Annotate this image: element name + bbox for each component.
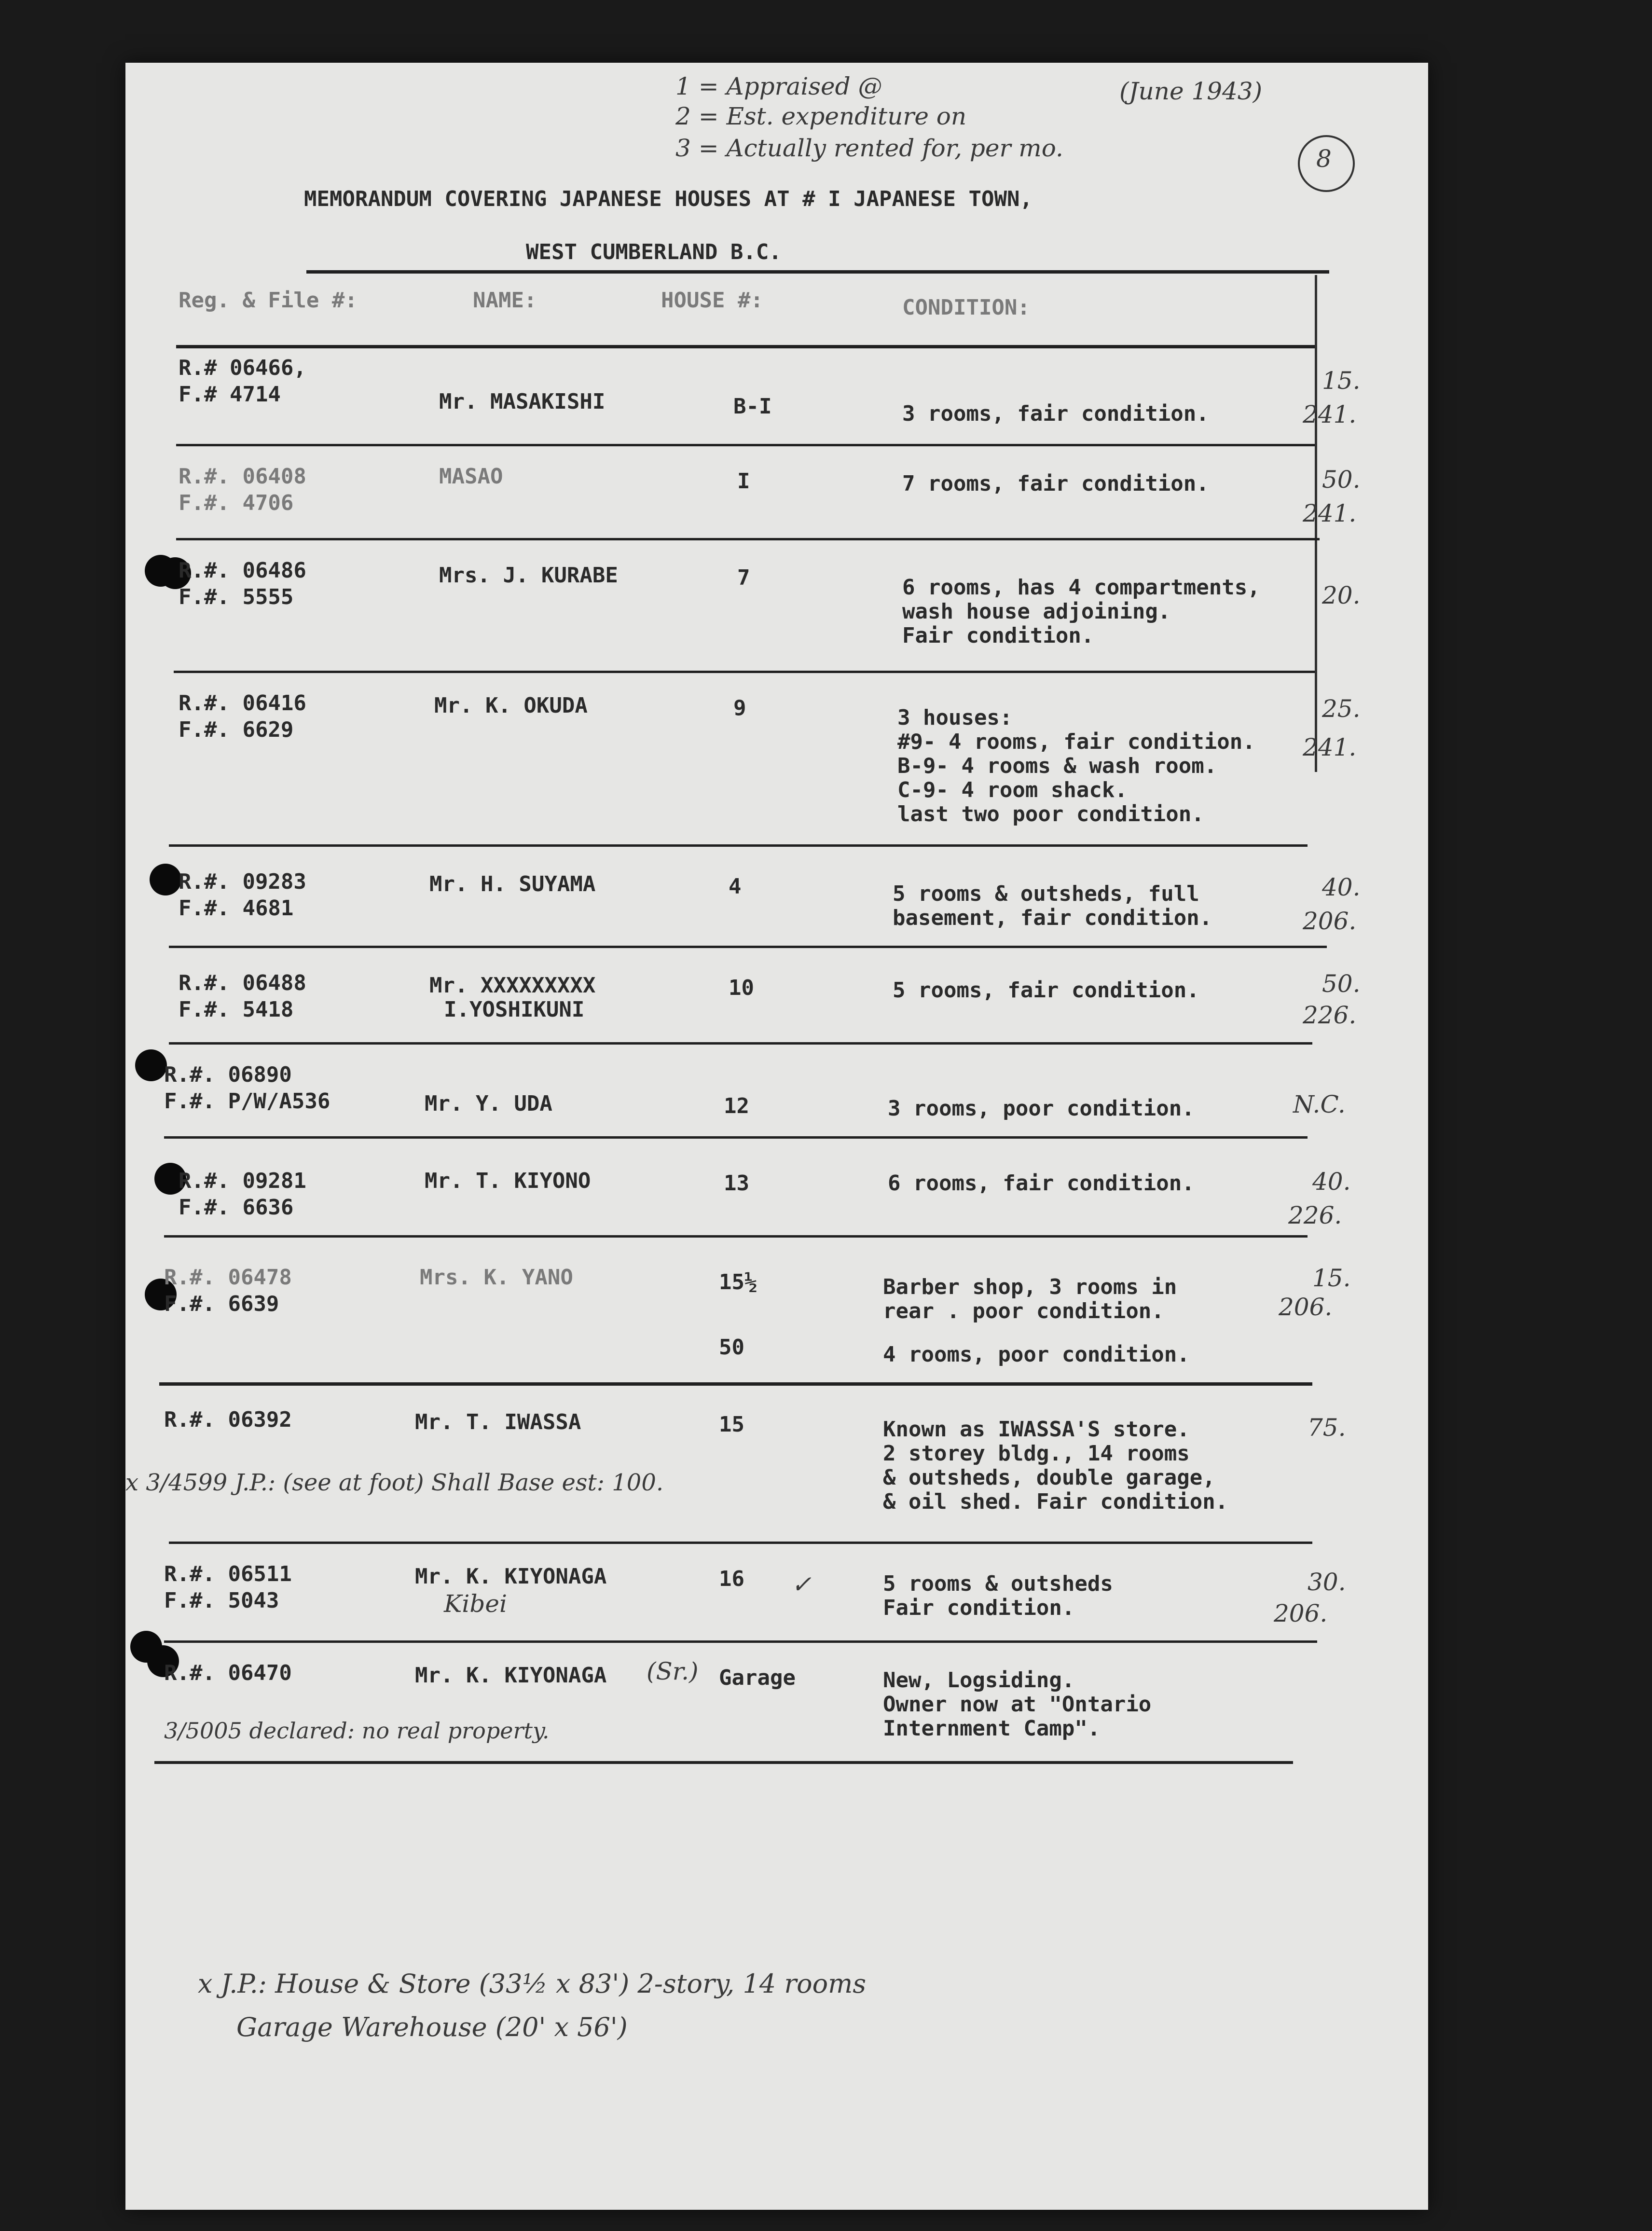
- row-9-house: 15½: [719, 1270, 757, 1295]
- row-3-file: F.#. 5555: [179, 585, 294, 609]
- row-1-house: B-I: [733, 394, 772, 419]
- row-4-note-2: 241.: [1303, 733, 1357, 761]
- row-5-note-1: 40.: [1322, 873, 1361, 901]
- row-11-check: ✓: [791, 1570, 812, 1598]
- punch-hole: [135, 1049, 167, 1081]
- row-1-note-2: 241.: [1303, 400, 1357, 428]
- row-10-house: 15: [719, 1412, 744, 1437]
- row-5-condition-2: basement, fair condition.: [893, 906, 1212, 930]
- row-3-note-1: 20.: [1322, 581, 1361, 609]
- row-3-house: 7: [737, 565, 750, 590]
- row-7-note-1: N.C.: [1293, 1090, 1346, 1118]
- row-10-note-1: 75.: [1308, 1414, 1346, 1442]
- row-7-reg: R.#. 06890: [164, 1062, 292, 1087]
- legend-line-2: 2 = Est. expenditure on: [675, 102, 967, 130]
- row-11-rule: [164, 1640, 1317, 1643]
- row-7-rule: [164, 1136, 1308, 1139]
- row-9-rule: [159, 1382, 1312, 1386]
- row-4-reg: R.#. 06416: [179, 691, 306, 716]
- row-11-condition-1: 5 rooms & outsheds: [883, 1571, 1113, 1596]
- row-5-house: 4: [729, 874, 742, 899]
- row-2-condition: 7 rooms, fair condition.: [902, 471, 1209, 496]
- row-8-house: 13: [724, 1171, 749, 1196]
- row-5-condition-1: 5 rooms & outsheds, full: [893, 881, 1199, 906]
- row-9-reg: R.#. 06478: [164, 1265, 292, 1290]
- row-8-rule: [164, 1235, 1308, 1238]
- row-2-note-2: 241.: [1303, 499, 1357, 527]
- row-11-condition-2: Fair condition.: [883, 1596, 1075, 1620]
- row-3-reg: R.#. 06486: [179, 558, 306, 583]
- row-4-rule: [169, 844, 1308, 847]
- row-8-file: F.#. 6636: [179, 1195, 294, 1220]
- row-10-condition-1: Known as IWASSA'S store.: [883, 1417, 1190, 1442]
- row-11-name: Mr. K. KIYONAGA: [415, 1564, 607, 1589]
- row-6-file: F.#. 5418: [179, 997, 294, 1022]
- row-4-name: Mr. K. OKUDA: [434, 693, 588, 718]
- row-10-condition-2: 2 storey bldg., 14 rooms: [883, 1441, 1190, 1466]
- row-9-file: F.#. 6639: [164, 1292, 279, 1316]
- row-10-name: Mr. T. IWASSA: [415, 1410, 581, 1434]
- row-12-condition-1: New, Logsiding.: [883, 1668, 1075, 1693]
- row-2-file: F.#. 4706: [179, 491, 294, 515]
- row-6-rule: [169, 1042, 1312, 1045]
- row-6-name-2: I.YOSHIKUNI: [444, 997, 585, 1022]
- row-9-note-1: 15.: [1312, 1264, 1351, 1292]
- row-12-handwritten: 3/5005 declared: no real property.: [164, 1718, 550, 1744]
- row-3-condition-2: wash house adjoining.: [902, 599, 1171, 624]
- row-2-note-1: 50.: [1322, 466, 1361, 494]
- legend-line-3: 3 = Actually rented for, per mo.: [675, 134, 1063, 162]
- header-reg-file: Reg. & File #:: [179, 288, 358, 313]
- header-bottom-rule: [176, 345, 1315, 348]
- header-name: NAME:: [473, 288, 537, 313]
- row-8-note-2: 226.: [1288, 1201, 1342, 1229]
- row-2-rule: [176, 538, 1320, 540]
- row-11-note-1: 30.: [1308, 1568, 1346, 1596]
- row-8-note-1: 40.: [1312, 1168, 1351, 1196]
- row-2-house: I: [737, 469, 750, 494]
- row-12-condition-3: Internment Camp".: [883, 1716, 1101, 1741]
- row-1-rule: [176, 444, 1315, 446]
- row-11-note-2: 206.: [1274, 1599, 1328, 1627]
- row-3-condition-3: Fair condition.: [902, 623, 1094, 648]
- row-1-file: F.# 4714: [179, 382, 281, 407]
- row-12-house: Garage: [719, 1666, 796, 1690]
- title-line-1: MEMORANDUM COVERING JAPANESE HOUSES AT # I JAPANESE TOWN,: [304, 187, 1032, 211]
- row-9-house-b: 50: [719, 1335, 744, 1360]
- date-note: (June 1943): [1119, 77, 1263, 105]
- page-number: 8: [1316, 145, 1332, 173]
- row-11-reg: R.#. 06511: [164, 1562, 292, 1586]
- row-4-house: 9: [733, 696, 746, 720]
- punch-hole: [150, 864, 181, 895]
- row-9-name: Mrs. K. YANO: [420, 1265, 573, 1290]
- row-6-note-2: 226.: [1303, 1001, 1357, 1029]
- row-10-reg: R.#. 06392: [164, 1407, 292, 1432]
- row-9-condition-1: Barber shop, 3 rooms in: [883, 1275, 1177, 1299]
- row-11-file: F.#. 5043: [164, 1588, 279, 1613]
- row-12-rule: [154, 1761, 1293, 1764]
- row-3-rule: [174, 671, 1315, 673]
- row-11-name-hand: Kibei: [444, 1590, 507, 1618]
- row-10-handwritten: x 3/4599 J.P.: (see at foot) Shall Base est: 100.: [125, 1469, 664, 1496]
- header-house: HOUSE #:: [661, 288, 763, 313]
- row-12-reg: R.#. 06470: [164, 1661, 292, 1685]
- row-2-reg: R.#. 06408: [179, 464, 306, 489]
- row-10-condition-4: & oil shed. Fair condition.: [883, 1489, 1228, 1514]
- row-4-condition-2: #9- 4 rooms, fair condition.: [897, 730, 1255, 754]
- header-top-rule: [306, 270, 1329, 274]
- row-6-house: 10: [729, 976, 754, 1000]
- row-4-condition-5: last two poor condition.: [897, 802, 1204, 826]
- row-1-note-1: 15.: [1322, 367, 1361, 395]
- row-6-condition: 5 rooms, fair condition.: [893, 978, 1199, 1003]
- row-3-condition-1: 6 rooms, has 4 compartments,: [902, 575, 1260, 600]
- row-4-file: F.#. 6629: [179, 717, 294, 742]
- row-7-file: F.#. P/W/A536: [164, 1089, 330, 1114]
- footer-note-line-2: Garage Warehouse (20' x 56'): [236, 2012, 628, 2042]
- row-4-condition-3: B-9- 4 rooms & wash room.: [897, 754, 1217, 778]
- row-5-file: F.#. 4681: [179, 896, 294, 921]
- row-7-condition: 3 rooms, poor condition.: [888, 1096, 1195, 1121]
- row-10-rule: [169, 1542, 1312, 1544]
- row-10-condition-3: & outsheds, double garage,: [883, 1465, 1215, 1490]
- row-1-condition: 3 rooms, fair condition.: [902, 401, 1209, 426]
- row-11-house: 16: [719, 1567, 744, 1591]
- row-8-name: Mr. T. KIYONO: [425, 1169, 591, 1193]
- row-6-reg: R.#. 06488: [179, 971, 306, 995]
- legend-line-1: 1 = Appraised @: [675, 72, 882, 100]
- row-4-condition-1: 3 houses:: [897, 705, 1013, 730]
- row-2-name: MASAO: [439, 464, 503, 489]
- row-6-name: Mr. XXXXXXXXX: [429, 973, 596, 998]
- header-condition: CONDITION:: [902, 295, 1030, 320]
- row-5-rule: [169, 946, 1327, 948]
- row-12-name-hand: (Sr.): [647, 1657, 699, 1685]
- document-page: [125, 63, 1428, 2210]
- row-5-reg: R.#. 09283: [179, 869, 306, 894]
- row-7-name: Mr. Y. UDA: [425, 1091, 552, 1116]
- row-8-condition: 6 rooms, fair condition.: [888, 1171, 1195, 1196]
- row-1-name: Mr. MASAKISHI: [439, 389, 606, 414]
- row-5-name: Mr. H. SUYAMA: [429, 872, 596, 896]
- row-9-note-2: 206.: [1279, 1293, 1333, 1321]
- row-9-condition-b: 4 rooms, poor condition.: [883, 1342, 1190, 1367]
- row-6-note-1: 50.: [1322, 970, 1361, 998]
- row-1-reg: R.# 06466,: [179, 356, 306, 380]
- row-4-note-1: 25.: [1322, 695, 1361, 723]
- row-7-house: 12: [724, 1094, 749, 1118]
- row-5-note-2: 206.: [1303, 907, 1357, 935]
- row-4-condition-4: C-9- 4 room shack.: [897, 778, 1128, 802]
- row-12-name: Mr. K. KIYONAGA: [415, 1663, 607, 1688]
- row-8-reg: R.#. 09281: [179, 1169, 306, 1193]
- title-line-2: WEST CUMBERLAND B.C.: [526, 240, 782, 264]
- row-3-name: Mrs. J. KURABE: [439, 563, 618, 588]
- row-12-condition-2: Owner now at "Ontario: [883, 1692, 1152, 1717]
- row-9-condition-2: rear . poor condition.: [883, 1299, 1164, 1323]
- footer-note-line-1: x J.P.: House & Store (33½ x 83') 2-story, 14 rooms: [198, 1969, 867, 1999]
